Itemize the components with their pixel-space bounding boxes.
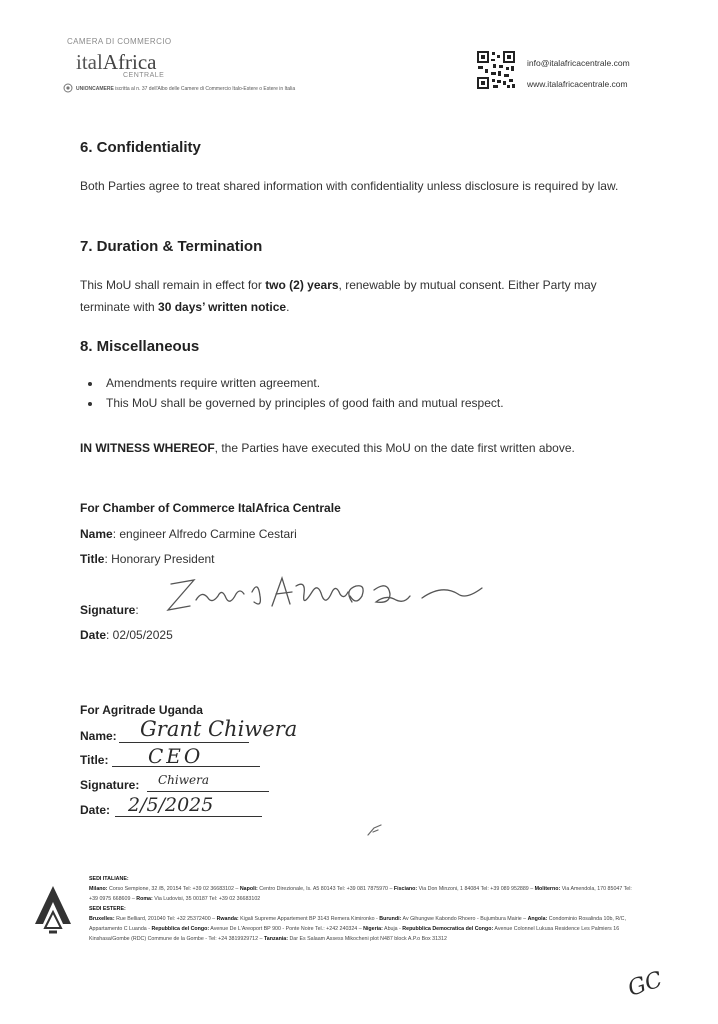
notice-period: 30 days’ written notice [158, 300, 287, 314]
misc-bullet-list [80, 376, 504, 416]
party1-title: Title: Honorary President [80, 552, 215, 566]
party1-signature-icon [146, 570, 486, 620]
logo-centrale-text: CENTRALE [123, 72, 165, 79]
unioncamere-text: iscritta al n. 37 dell'Albo delle Camere di Commercio Italo-Estere o Estere in Italia [115, 86, 296, 92]
party2-name-handwritten: Grant Chiwera [140, 717, 298, 741]
unioncamere-label: UNIONCAMERE [76, 86, 114, 92]
list-item: • This MoU shall be governed by principles of good faith and mutual respect. [102, 396, 504, 410]
party1-signature-label: Signature: [80, 603, 139, 617]
party2-heading: For Agritrade Uganda [80, 703, 203, 717]
party2-date-handwritten: 2/5/2025 [128, 794, 214, 816]
party1-name: Name: engineer Alfredo Carmine Cestari [80, 527, 297, 541]
section-duration-text [80, 274, 620, 318]
logo-ital-text: ital [76, 50, 103, 74]
party1-date: Date: 02/05/2025 [80, 628, 173, 642]
section-misc-title: 8. Miscellaneous [80, 338, 200, 355]
party2-signature-handwritten: Chiwera [158, 773, 210, 787]
party2-name-label: Name: [80, 729, 117, 743]
section-duration-title: 7. Duration & Termination [80, 238, 263, 255]
party1-heading: For Chamber of Commerce ItalAfrica Centrale [80, 501, 341, 515]
duration-text-b: , renewable by mutual consent. Either Party may terminate with [80, 278, 597, 314]
footer-addresses [89, 874, 634, 944]
duration-text-c: . [286, 300, 290, 314]
qr-code-icon[interactable] [476, 50, 516, 90]
pen-mark-icon [366, 822, 386, 838]
unioncamere-note [76, 86, 295, 92]
duration-text-a: This MoU shall remain in effect for [80, 278, 266, 292]
contact-website[interactable]: www.italafricacentrale.com [527, 79, 628, 89]
logo-africa-text: Africa [102, 50, 157, 74]
party2-name-underline [119, 742, 249, 743]
party2-date-label: Date: [80, 803, 111, 817]
italafrica-footer-logo-icon [31, 884, 75, 936]
witness-paragraph [80, 437, 620, 459]
section-confidentiality-title: 6. Confidentiality [80, 139, 201, 156]
party2-title-label: Title: [80, 753, 109, 767]
page-initials: GC [624, 967, 666, 1002]
witness-text: , the Parties have executed this MoU on the date first written above. [214, 441, 575, 455]
unioncamere-logo-icon [63, 83, 73, 93]
footer-sedi-italiane: SEDI ITALIANE: [89, 876, 129, 882]
list-item: • Amendments require written agreement. [102, 376, 504, 390]
party2-title-handwritten: CEO [148, 744, 204, 768]
party2-signature-underline [147, 791, 269, 792]
duration-term: two (2) years [265, 278, 339, 292]
footer-italy-offices: Milano: Corso Sempione, 32 /B, 20154 Tel: +39 02 36683102 – Napoli: Centro Direzionale, Is. A5 80143 Tel: +39 081 7875970 – Fisciano: Via Don Minzoni, 1 84084 Tel: +39 089 952889 – Moliterno: Via Amendola, 170 85047 Tel: +39 0975 668609 – Roma: Via Ludovisi, 35 00187 Tel: +39 02 36683102 [89, 886, 632, 902]
section-confidentiality-text: Both Parties agree to treat shared information with confidentiality unless disclosure is required by law. [80, 179, 619, 193]
footer-sedi-estere: SEDI ESTERE: [89, 906, 126, 912]
party2-signature-label: Signature: [80, 778, 140, 792]
footer-foreign-offices: Bruxelles: Rue Belliard, 201040 Tel: +32 25372400 – Rwanda: Kigali Supreme Appartement BP 3143 Remera Kimironko - Burundi: Av Gihungwe Kabondo Rhoero - Bujumbura Mairie – Angola: Condominio Rosalinda 10b, R/C, Appartamento C Luanda - Repubblica del Congo: Avenue De L'Areoport BP 900 - Ponte Noire Tel.: +242 240324 – Nigeria: Abuja - Repubblica Democratica del Congo: Avenue Colonnel Lukusa Residence Les Palmiers 16 Kinshasa/Gombe (RDC) Commune de la Gombe - Tel: +24 3819929712 – Tanzania: Dar Es Salaam Assess Mikocheni plot N487 block A.P.o Box 31312 [89, 916, 626, 942]
party2-date-underline [115, 816, 262, 817]
chamber-label: CAMERA DI COMMERCIO [67, 37, 172, 46]
contact-email[interactable]: info@italafricacentrale.com [527, 58, 630, 68]
witness-heading: IN WITNESS WHEREOF [80, 441, 215, 455]
